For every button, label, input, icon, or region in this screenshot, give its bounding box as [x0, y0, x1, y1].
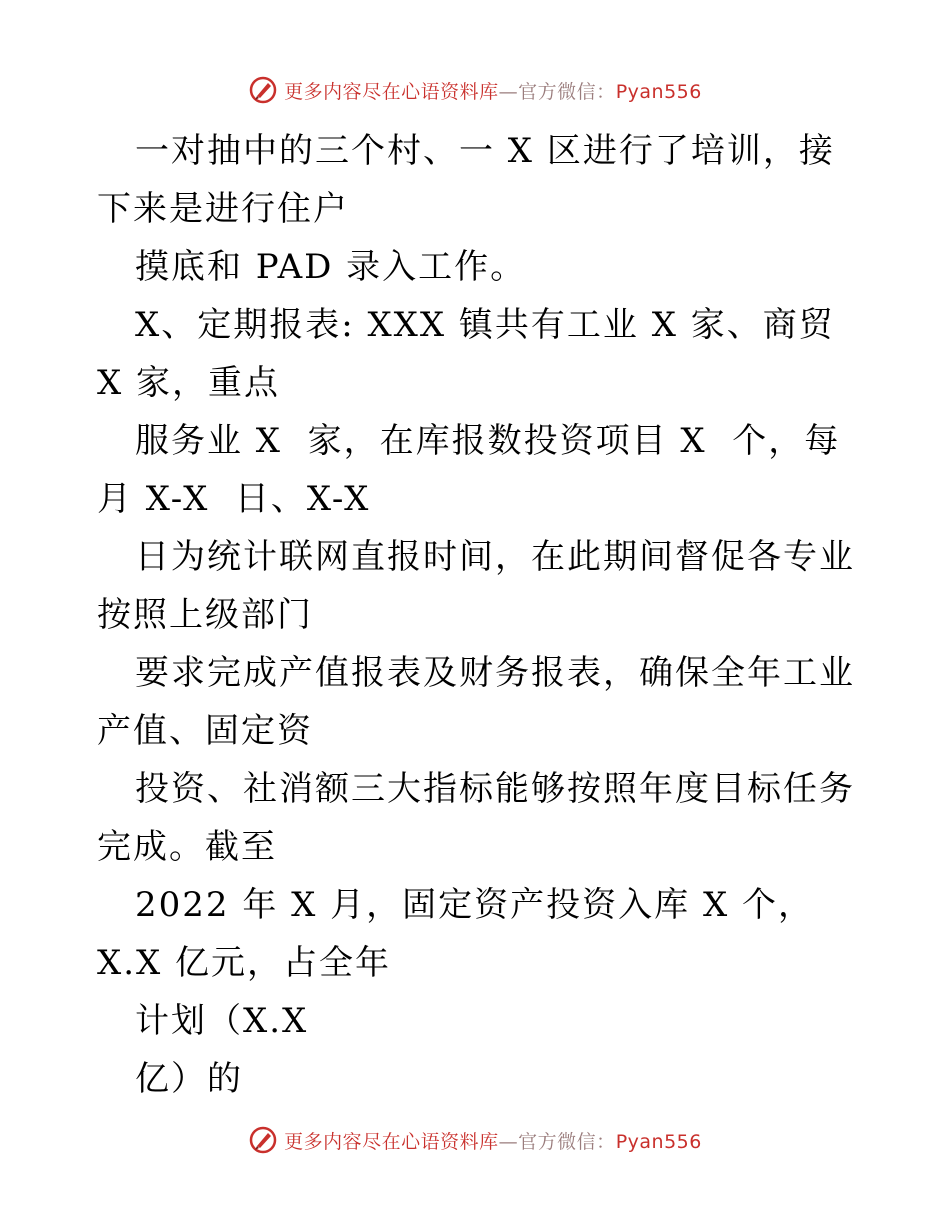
paragraph: 要求完成产值报表及财务报表，确保全年工业产值、固定资 [97, 653, 855, 751]
watermark-wechat-id: Pyan556 [615, 1130, 702, 1153]
header-watermark [0, 72, 950, 108]
paragraph: X、定期报表: XXX 镇共有工业 X 家、商贸 X 家，重点 [97, 305, 848, 403]
document-body [97, 122, 857, 1108]
watermark-site: 更多内容尽在心语资料库 [284, 1130, 499, 1153]
watermark-label: 官方微信： [518, 1130, 616, 1153]
paragraph: 亿）的 [135, 1059, 243, 1099]
paragraph: 投资、社消额三大指标能够按照年度目标任务完成。截至 [97, 769, 855, 867]
watermark-dash: — [498, 1130, 519, 1153]
paragraph: 日为统计联网直报时间，在此期间督促各专业按照上级部门 [97, 537, 855, 635]
paragraph: 计划（X.X [135, 1001, 309, 1041]
watermark-text [284, 77, 702, 104]
watermark-wechat-id: Pyan556 [615, 80, 702, 103]
watermark-label: 官方微信： [518, 80, 616, 103]
pen-logo-icon [248, 75, 278, 105]
watermark-site: 更多内容尽在心语资料库 [284, 80, 499, 103]
watermark-dash: — [498, 80, 519, 103]
pen-logo-icon [248, 1125, 278, 1155]
paragraph: 摸底和 PAD 录入工作。 [135, 247, 527, 287]
watermark-text [284, 1127, 702, 1154]
paragraph: 服务业 X 家，在库报数投资项目 X 个，每月 X-X 日、X-X [97, 421, 841, 519]
paragraph: 2022 年 X 月，固定资产投资入库 X 个，X.X 亿元，占全年 [97, 885, 814, 983]
footer-watermark [0, 1122, 950, 1158]
paragraph: 一对抽中的三个村、一 X 区进行了培训，接下来是进行住户 [97, 131, 835, 229]
